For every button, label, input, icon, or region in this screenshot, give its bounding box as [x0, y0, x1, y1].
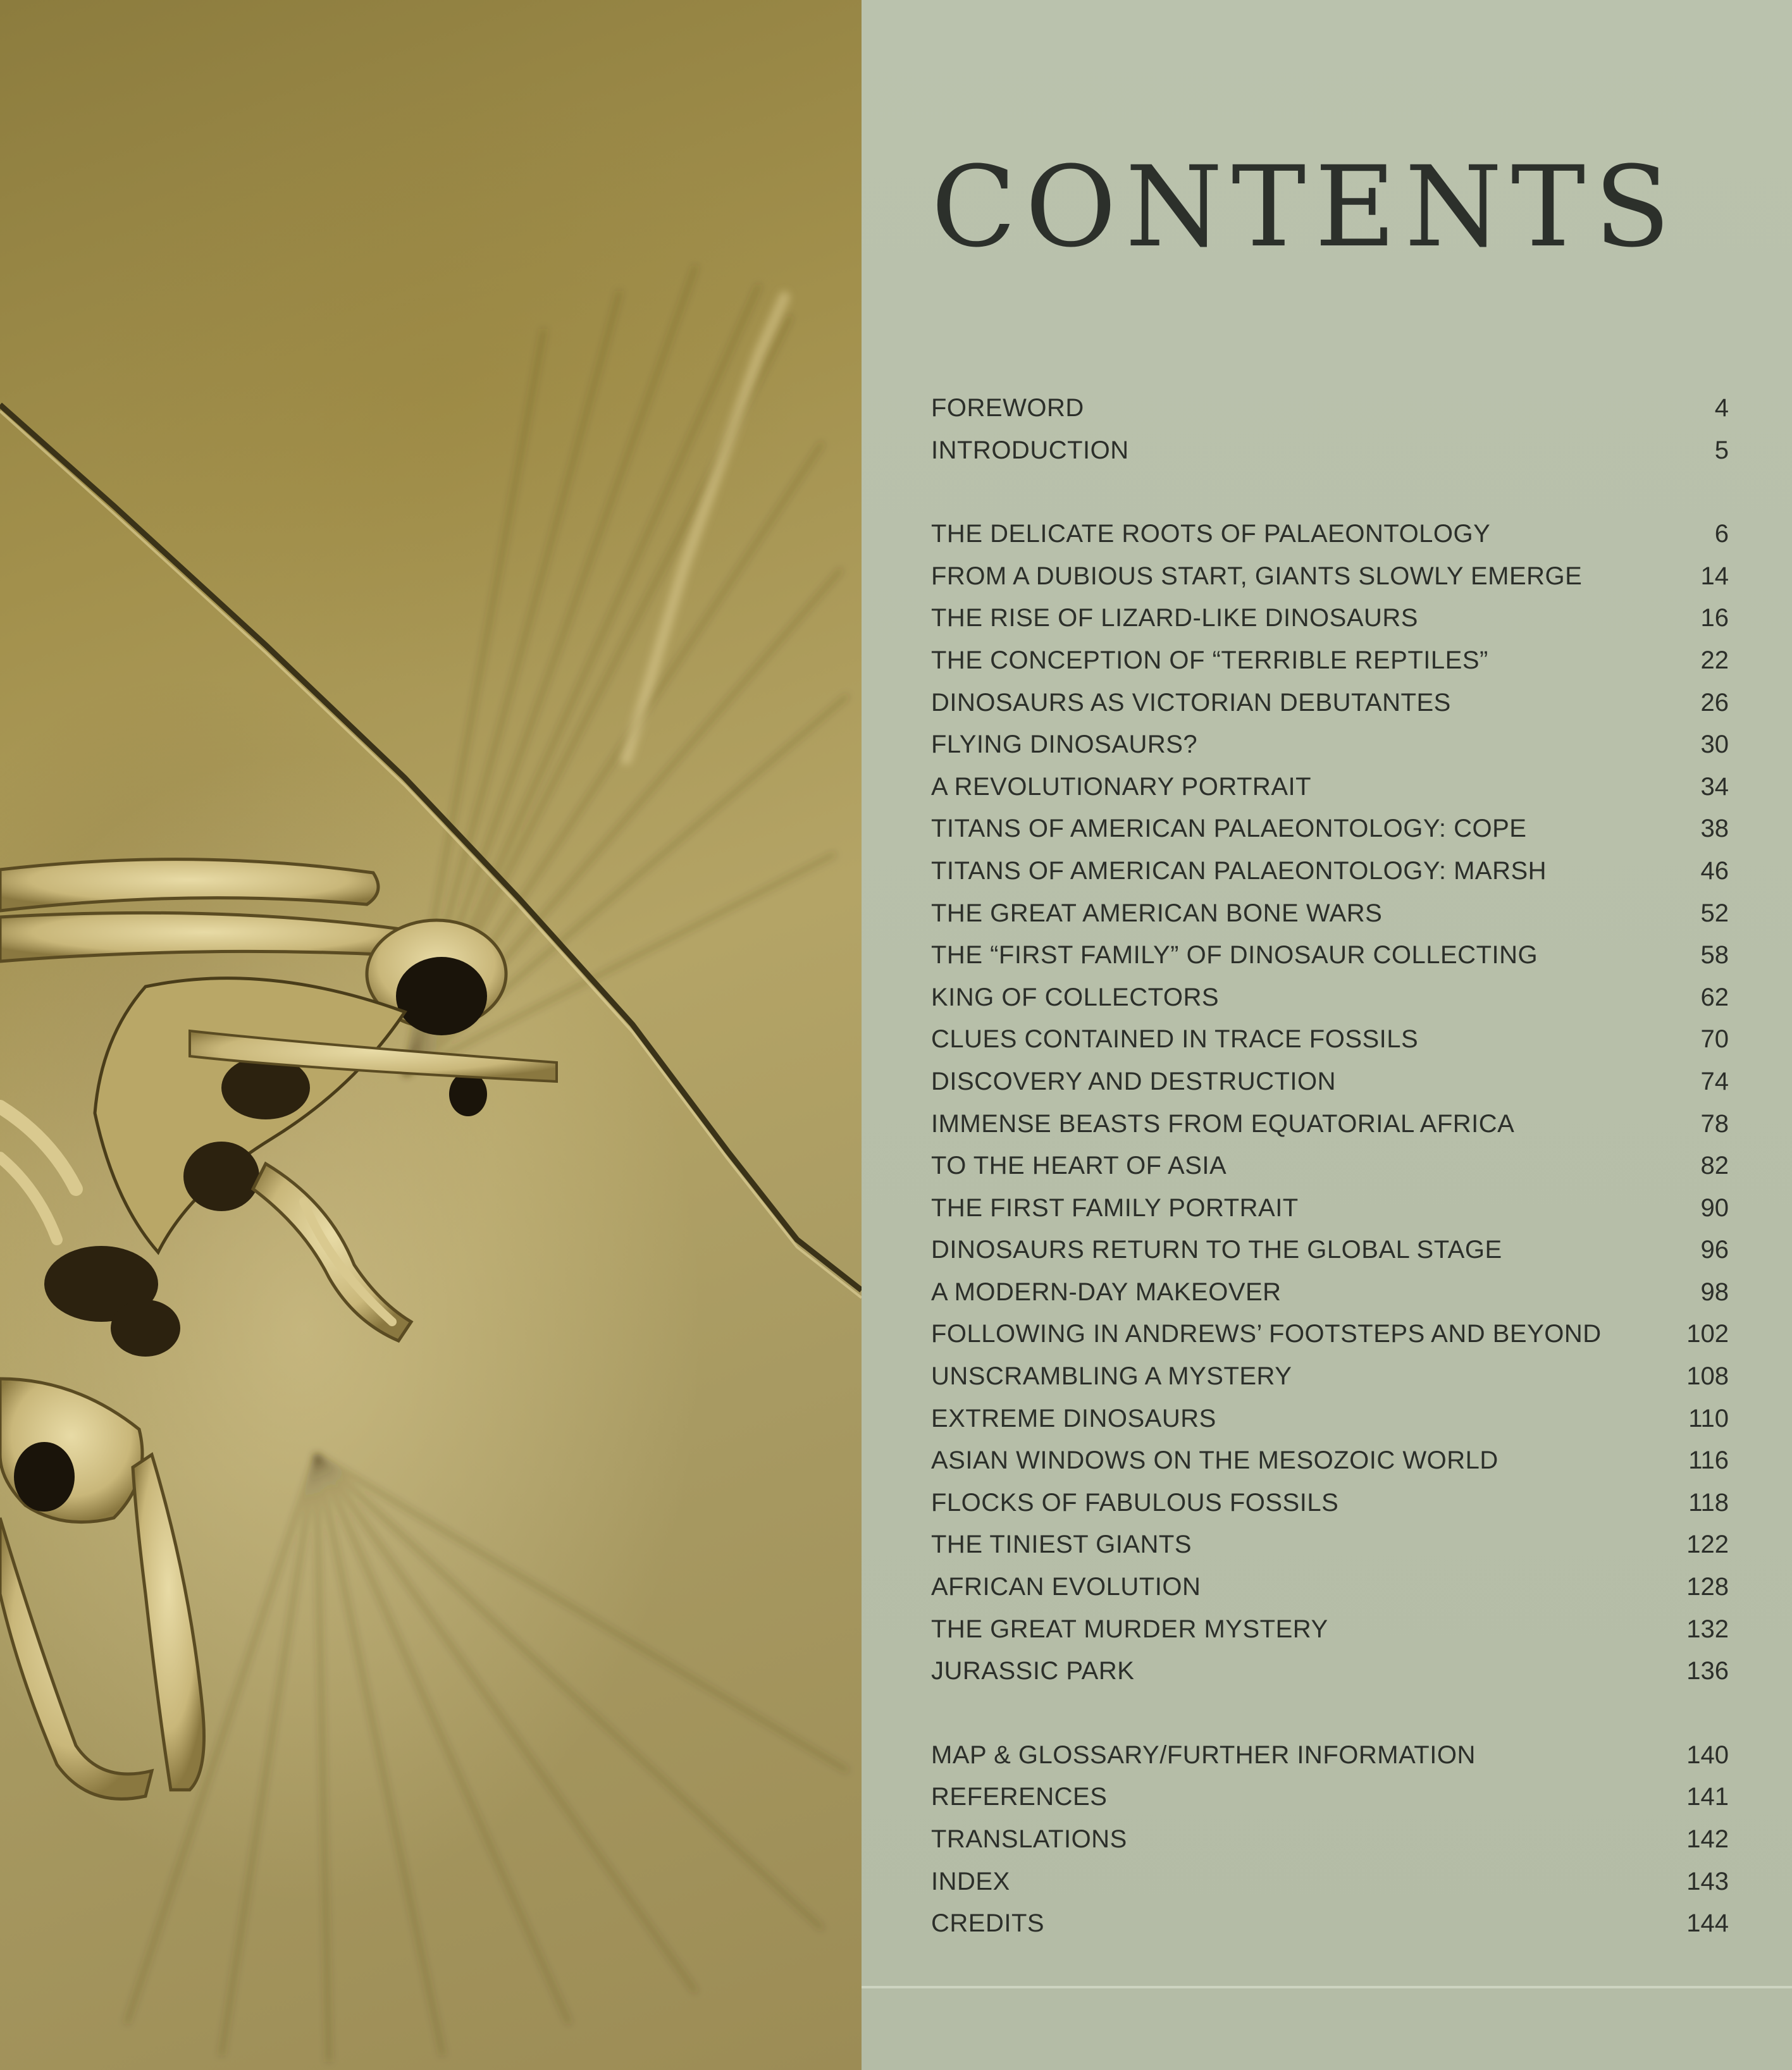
toc-entry-title: FLYING DINOSAURS?: [931, 730, 1198, 759]
toc-entry[interactable]: [931, 1524, 1792, 1566]
toc-entry-page: 16: [1700, 604, 1729, 632]
toc-entry-title: FOREWORD: [931, 394, 1084, 422]
toc-entry-page: 98: [1700, 1278, 1729, 1306]
toc-entry-title: THE CONCEPTION OF “TERRIBLE REPTILES”: [931, 646, 1488, 674]
toc-entry[interactable]: [931, 1187, 1792, 1229]
toc-entry-page: 102: [1686, 1320, 1729, 1348]
toc-entry-title: AFRICAN EVOLUTION: [931, 1573, 1201, 1601]
toc-entry-page: 132: [1686, 1615, 1729, 1643]
toc-entry-page: 14: [1700, 562, 1729, 590]
toc-entry-title: KING OF COLLECTORS: [931, 983, 1220, 1011]
toc-entry-title: FOLLOWING IN ANDREWS’ FOOTSTEPS AND BEYOND: [931, 1320, 1602, 1348]
toc-entry-page: 26: [1700, 688, 1729, 717]
toc-entry-page: 122: [1686, 1531, 1729, 1559]
toc-entry-page: 90: [1700, 1193, 1729, 1222]
toc-entry-title: THE TINIEST GIANTS: [931, 1531, 1192, 1559]
toc-entry-title: IMMENSE BEASTS FROM EQUATORIAL AFRICA: [931, 1109, 1515, 1138]
contents-panel: [862, 0, 1792, 2070]
toc-entry-page: 143: [1686, 1867, 1729, 1895]
toc-group-back-matter: [931, 1734, 1792, 1945]
toc-entry-page: 141: [1686, 1783, 1729, 1811]
toc-entry-page: 34: [1700, 772, 1729, 801]
toc-entry[interactable]: [931, 724, 1792, 766]
toc-entry-page: 116: [1688, 1446, 1729, 1475]
toc-entry[interactable]: [931, 1355, 1792, 1398]
toc-entry-title: TRANSLATIONS: [931, 1825, 1127, 1853]
toc-entry-page: 136: [1686, 1657, 1729, 1685]
toc-entry-title: THE RISE OF LIZARD-LIKE DINOSAURS: [931, 604, 1418, 632]
toc-group-front-matter: [931, 387, 1792, 471]
toc-entry-page: 82: [1700, 1152, 1729, 1180]
toc-group-chapters: [931, 513, 1792, 1692]
toc-entry[interactable]: [931, 808, 1792, 850]
table-of-contents: [931, 387, 1792, 1987]
toc-entry[interactable]: [931, 976, 1792, 1019]
toc-entry-page: 140: [1686, 1740, 1729, 1769]
toc-entry[interactable]: [931, 639, 1792, 682]
toc-entry[interactable]: [931, 1566, 1792, 1608]
toc-entry-page: 62: [1700, 983, 1729, 1011]
toc-entry-title: INTRODUCTION: [931, 436, 1129, 464]
toc-entry-page: 78: [1700, 1109, 1729, 1138]
toc-entry-page: 142: [1686, 1825, 1729, 1853]
toc-entry[interactable]: [931, 1439, 1792, 1482]
toc-entry-title: JURASSIC PARK: [931, 1657, 1135, 1685]
page-title: CONTENTS: [931, 142, 1679, 272]
toc-entry[interactable]: [931, 850, 1792, 892]
toc-entry-title: A MODERN-DAY MAKEOVER: [931, 1278, 1282, 1306]
toc-entry-page: 96: [1700, 1236, 1729, 1264]
toc-entry-page: 30: [1700, 730, 1729, 759]
toc-entry-page: 5: [1714, 436, 1729, 464]
toc-entry-page: 70: [1700, 1025, 1729, 1054]
toc-entry-title: THE GREAT MURDER MYSTERY: [931, 1615, 1328, 1643]
toc-entry-title: CREDITS: [931, 1909, 1045, 1938]
toc-entry[interactable]: [931, 1818, 1792, 1861]
fossil-skeleton: [0, 859, 557, 1799]
toc-entry-page: 108: [1686, 1362, 1729, 1391]
toc-entry-page: 38: [1700, 815, 1729, 843]
toc-entry[interactable]: [931, 1103, 1792, 1145]
toc-entry[interactable]: [931, 1313, 1792, 1355]
toc-entry-page: 118: [1688, 1488, 1729, 1517]
toc-entry[interactable]: [931, 1018, 1792, 1061]
toc-entry-title: CLUES CONTAINED IN TRACE FOSSILS: [931, 1025, 1419, 1054]
fossil-illustration: [0, 0, 862, 2070]
toc-entry[interactable]: [931, 934, 1792, 976]
toc-entry-title: UNSCRAMBLING A MYSTERY: [931, 1362, 1292, 1391]
toc-entry[interactable]: [931, 555, 1792, 598]
toc-entry-title: THE FIRST FAMILY PORTRAIT: [931, 1193, 1299, 1222]
toc-entry[interactable]: [931, 387, 1792, 429]
toc-entry-title: REFERENCES: [931, 1783, 1108, 1811]
toc-entry[interactable]: [931, 1650, 1792, 1692]
toc-entry[interactable]: [931, 1608, 1792, 1651]
toc-entry[interactable]: [931, 1902, 1792, 1945]
toc-entry-title: FROM A DUBIOUS START, GIANTS SLOWLY EMERGE: [931, 562, 1583, 590]
toc-entry[interactable]: [931, 1861, 1792, 1903]
toc-entry-page: 6: [1714, 520, 1729, 548]
toc-entry-title: DISCOVERY AND DESTRUCTION: [931, 1067, 1337, 1095]
bottom-rule: [862, 1986, 1792, 1988]
toc-entry[interactable]: [931, 1734, 1792, 1777]
toc-entry-title: TO THE HEART OF ASIA: [931, 1152, 1227, 1180]
toc-entry-page: 52: [1700, 899, 1729, 927]
toc-entry[interactable]: [931, 1271, 1792, 1314]
toc-entry-page: 74: [1700, 1067, 1729, 1095]
toc-entry-title: DINOSAURS RETURN TO THE GLOBAL STAGE: [931, 1236, 1502, 1264]
toc-entry-title: EXTREME DINOSAURS: [931, 1404, 1216, 1432]
toc-entry-page: 58: [1700, 941, 1729, 970]
toc-entry[interactable]: [931, 1061, 1792, 1103]
toc-entry-title: A REVOLUTIONARY PORTRAIT: [931, 772, 1312, 801]
toc-entry-title: FLOCKS OF FABULOUS FOSSILS: [931, 1488, 1339, 1517]
toc-entry[interactable]: [931, 892, 1792, 935]
toc-entry-title: TITANS OF AMERICAN PALAEONTOLOGY: COPE: [931, 815, 1527, 843]
toc-entry[interactable]: [931, 766, 1792, 808]
toc-entry-page: 144: [1686, 1909, 1729, 1938]
toc-entry[interactable]: [931, 1398, 1792, 1440]
toc-entry-title: INDEX: [931, 1867, 1010, 1895]
toc-entry-title: THE GREAT AMERICAN BONE WARS: [931, 899, 1383, 927]
toc-entry-title: TITANS OF AMERICAN PALAEONTOLOGY: MARSH: [931, 856, 1547, 885]
toc-entry[interactable]: [931, 682, 1792, 724]
toc-entry[interactable]: [931, 1145, 1792, 1187]
toc-entry[interactable]: [931, 1482, 1792, 1524]
toc-entry-page: 128: [1686, 1573, 1729, 1601]
toc-entry-page: 46: [1700, 856, 1729, 885]
toc-entry-title: ASIAN WINDOWS ON THE MESOZOIC WORLD: [931, 1446, 1498, 1475]
toc-entry[interactable]: [931, 597, 1792, 639]
toc-entry-page: 4: [1714, 394, 1729, 422]
toc-entry[interactable]: [931, 429, 1792, 472]
toc-entry-title: MAP & GLOSSARY/FURTHER INFORMATION: [931, 1740, 1476, 1769]
fossil-photograph: [0, 0, 862, 2070]
toc-entry-page: 110: [1688, 1404, 1729, 1432]
toc-entry-title: THE DELICATE ROOTS OF PALAEONTOLOGY: [931, 520, 1491, 548]
toc-entry-page: 22: [1700, 646, 1729, 674]
toc-entry[interactable]: [931, 1229, 1792, 1271]
toc-entry-title: THE “FIRST FAMILY” OF DINOSAUR COLLECTING: [931, 941, 1538, 970]
toc-entry[interactable]: [931, 513, 1792, 555]
toc-entry[interactable]: [931, 1776, 1792, 1818]
toc-entry-title: DINOSAURS AS VICTORIAN DEBUTANTES: [931, 688, 1451, 717]
